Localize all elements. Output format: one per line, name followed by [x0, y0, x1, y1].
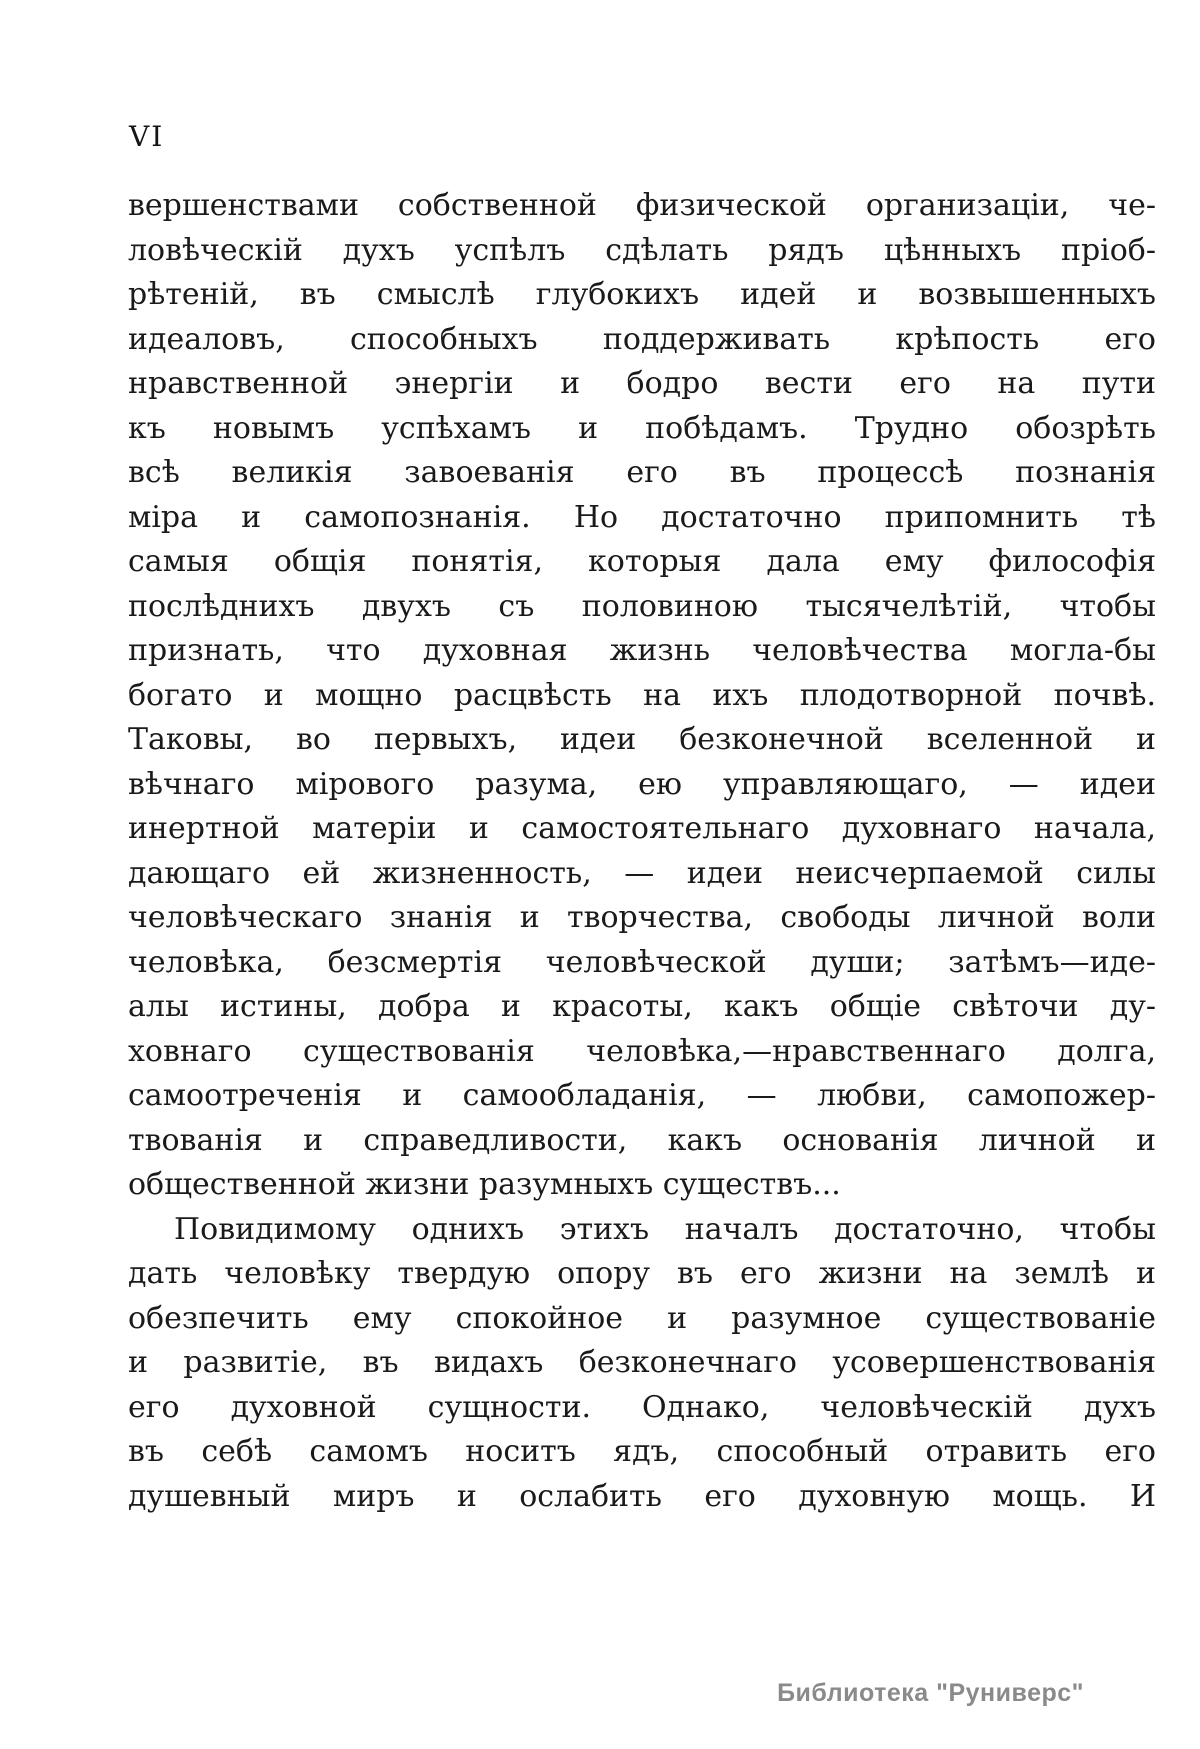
body-text [128, 184, 1156, 1519]
text-line: самыя общія понятія, которыя дала ему философія [128, 544, 1156, 579]
text-line: идеаловъ, способныхъ поддерживать крѣпость его [128, 321, 1156, 357]
library-watermark: Библиотека "Руниверс" [777, 1679, 1084, 1707]
text-line: вѣчнаго мірового разума, ею управляющаго, — идеи [128, 766, 1156, 802]
text-line: инертной матеріи и самостоятельнаго духовнаго начала, [128, 811, 1156, 846]
text-line: дающаго ей жизненность, — идеи неисчерпаемой силы [128, 855, 1156, 891]
text-line: ховнаго существованія человѣка,—нравственнаго долга, [128, 1033, 1156, 1069]
text-line: Повидимому однихъ этихъ началъ достаточно, чтобы [174, 1211, 1156, 1247]
text-line: Таковы, во первыхъ, идеи безконечной вселенной и [128, 722, 1156, 757]
text-line: алы истины, добра и красоты, какъ общіе свѣточи ду- [128, 989, 1156, 1024]
text-line: обезпечить ему спокойное и разумное существованіе [128, 1300, 1156, 1336]
text-line: дать человѣку твердую опору въ его жизни на землѣ и [128, 1256, 1156, 1291]
text-line: признать, что духовная жизнь человѣчества могла-бы [128, 633, 1156, 668]
text-line: его духовной сущности. Однако, человѣческій духъ [128, 1389, 1156, 1425]
text-line: міра и самопознанія. Но достаточно припомнить тѣ [128, 499, 1156, 535]
text-line: общественной жизни разумныхъ существъ... [128, 1167, 841, 1202]
text-line: богато и мощно расцвѣсть на ихъ плодотворной почвѣ. [128, 677, 1156, 713]
text-line: ловѣческій духъ успѣлъ сдѣлать рядъ цѣнныхъ пріоб- [128, 232, 1156, 268]
text-line: къ новымъ успѣхамъ и побѣдамъ. Трудно обозрѣть [128, 410, 1156, 446]
text-line: въ себѣ самомъ носитъ ядъ, способный отравить его [128, 1434, 1156, 1469]
text-line: самоотреченія и самообладанія, — любви, самопожер- [128, 1078, 1156, 1113]
text-line: человѣка, безсмертія человѣческой души; затѣмъ—иде- [128, 944, 1156, 980]
text-line: рѣтеній, въ смыслѣ глубокихъ идей и возвышенныхъ [128, 277, 1156, 312]
text-line: вершенствами собственной физической организаціи, че- [128, 188, 1156, 223]
text-line: человѣческаго знанія и творчества, свободы личной воли [128, 900, 1156, 935]
text-line: всѣ великія завоеванія его въ процессѣ познанія [128, 455, 1156, 490]
text-line: душевный миръ и ослабить его духовную мощь. И [128, 1478, 1156, 1514]
text-line: послѣднихъ двухъ съ половиною тысячелѣтій, чтобы [128, 588, 1156, 624]
page-number: VI [129, 120, 165, 153]
text-line: твованія и справедливости, какъ основанія личной и [128, 1122, 1156, 1158]
text-line: нравственной энергіи и бодро вести его на пути [128, 366, 1156, 401]
text-line: и развитіе, въ видахъ безконечнаго усовершенствованія [128, 1345, 1156, 1380]
